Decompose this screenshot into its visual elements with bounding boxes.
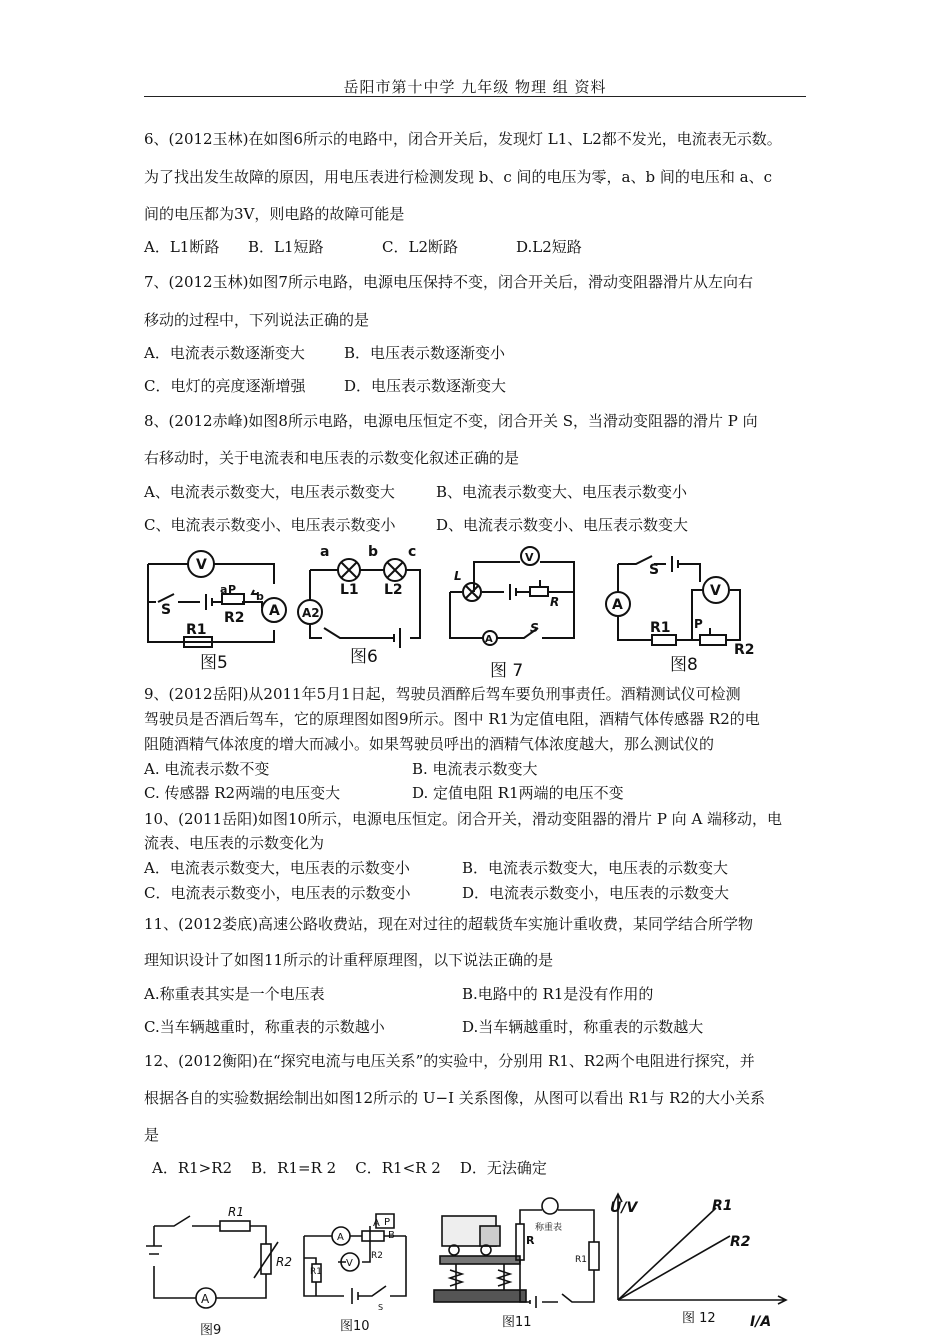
q11-line2: 理知识设计了如图11所示的计重秤原理图，以下说法正确的是	[144, 951, 554, 969]
q7-option-c: C．电灯的亮度逐渐增强	[144, 377, 306, 395]
weight-meter-label: 称重表	[535, 1223, 563, 1233]
figure-10-circuit	[304, 1214, 406, 1304]
figure-9-circuit	[146, 1216, 278, 1308]
q10-option-a: A．电流表示数变大，电压表的示数变小	[144, 859, 410, 877]
q11-option-d: D.当车辆越重时，称重表的示数越大	[462, 1018, 704, 1036]
q7-line1: 7、(2012玉林)如图7所示电路，电源电压保持不变，闭合开关后，滑动变阻器滑片从左向右	[144, 273, 753, 291]
svg-text:c: c	[408, 544, 417, 560]
q9-option-a: A. 电流表示数不变	[144, 760, 270, 778]
svg-text:R2: R2	[371, 1251, 383, 1261]
svg-text:L: L	[454, 569, 462, 583]
svg-text:a: a	[220, 583, 228, 596]
svg-text:P: P	[228, 583, 237, 596]
svg-text:R2: R2	[276, 1255, 292, 1269]
svg-text:b: b	[368, 544, 379, 560]
svg-text:A: A	[485, 634, 493, 645]
figure-8-circuit	[606, 556, 740, 645]
q9-line1: 9、(2012岳阳)从2011年5月1日起，驾驶员酒醉后驾车要负刑事责任。酒精测试仪可检测	[144, 685, 741, 703]
q10-option-c: C．电流表示数变小，电压表的示数变小	[144, 884, 411, 902]
q8-line2: 右移动时，关于电流表和电压表的示数变化叙述正确的是	[144, 449, 520, 467]
q12-line2: 根据各自的实验数据绘制出如图12所示的 U−I 关系图像，从图可以看出 R1与 R2的大小关系	[144, 1089, 765, 1107]
q12-line3: 是	[144, 1126, 160, 1144]
q7-option-b: B．电压表示数逐渐变小	[344, 344, 506, 362]
q9-option-d: D. 定值电阻 R1两端的电压不变	[412, 784, 624, 802]
q7-options-ab	[144, 342, 505, 363]
svg-text:R1: R1	[575, 1255, 587, 1265]
svg-text:A: A	[337, 1232, 344, 1243]
q6-line3: 间的电压都为3V，则电路的故障可能是	[144, 205, 405, 223]
header-rule	[144, 96, 806, 97]
figure-6-circuit	[298, 559, 420, 648]
q10-options-cd	[144, 882, 729, 903]
q10-option-b: B．电流表示数变大，电压表的示数变大	[462, 859, 729, 877]
q6-option-a: A．L1断路	[144, 238, 220, 256]
svg-text:R1: R1	[228, 1205, 244, 1219]
q8-options-ab	[144, 481, 687, 502]
q11-option-b: B.电路中的 R1是没有作用的	[462, 985, 654, 1003]
q6-line2: 为了找出发生故障的原因，用电压表进行检测发现 b、c 间的电压为零，a、b 间的电压和 a、c	[144, 168, 772, 186]
q7-option-d: D．电压表示数逐渐变大	[344, 377, 507, 395]
q11-option-c: C.当车辆越重时，称重表的示数越小	[144, 1018, 385, 1036]
r1-line	[618, 1208, 716, 1300]
q12-line1: 12、(2012衡阳)在“探究电流与电压关系”的实验中，分别用 R1、R2两个电阻进行探究，并	[144, 1052, 755, 1070]
svg-text:R1: R1	[650, 620, 671, 636]
q10-option-d: D．电流表示数变小，电压表的示数变大	[462, 884, 730, 902]
figures-row-2	[144, 1186, 806, 1338]
figure-9-label: 图9	[200, 1323, 222, 1338]
q9-options-cd	[144, 782, 624, 803]
figure-12-graph	[614, 1194, 786, 1304]
q10-line2: 流表、电压表的示数变化为	[144, 834, 325, 852]
q6-option-b: B．L1短路	[248, 238, 324, 256]
q11-options-ab	[144, 983, 653, 1004]
figure-5-label: 图5	[200, 653, 228, 673]
svg-text:L1: L1	[340, 582, 359, 598]
q8-options-cd	[144, 514, 688, 535]
svg-text:S: S	[649, 562, 660, 578]
q8-option-c: C、电流表示数变小、电压表示数变小	[144, 516, 396, 534]
q12-options: A．R1>R2 B．R1=R 2 C．R1<R 2 D．无法确定	[152, 1159, 547, 1177]
svg-text:S: S	[161, 602, 172, 618]
r2-line	[618, 1236, 730, 1300]
q9-line3: 阻随酒精气体浓度的增大而减小。如果驾驶员呼出的酒精气体浓度越大，那么测试仪的	[144, 735, 715, 753]
svg-text:V: V	[710, 583, 721, 599]
y-axis-label: U/V	[610, 1200, 638, 1216]
q9-option-c: C. 传感器 R2两端的电压变大	[144, 784, 341, 802]
q8-line1: 8、(2012赤峰)如图8所示电路，电源电压恒定不变，闭合开关 S，当滑动变阻器的滑片 P 向	[144, 412, 758, 430]
q9-option-b: B. 电流表示数变大	[412, 760, 538, 778]
q6-option-c: C．L2断路	[382, 238, 458, 256]
svg-text:A: A	[373, 1218, 380, 1229]
q9-options-ab	[144, 758, 538, 779]
svg-text:P: P	[384, 1217, 391, 1228]
q8-option-a: A、电流表示数变大，电压表示数变大	[144, 483, 395, 501]
q10-line1: 10、(2011岳阳)如图10所示，电源电压恒定。闭合开关，滑动变阻器的滑片 P 向 A 端移动，电	[144, 810, 783, 828]
svg-text:R2: R2	[734, 642, 755, 658]
svg-text:V: V	[525, 551, 534, 564]
x-axis-label: I/A	[750, 1314, 772, 1330]
q8-option-d: D、电流表示数变小、电压表示数变大	[436, 516, 689, 534]
figure-11-circuit	[434, 1198, 599, 1308]
svg-text:P: P	[694, 617, 703, 631]
figures-row-1	[144, 542, 806, 682]
svg-text:R1: R1	[186, 622, 207, 638]
figure-10-label: 图10	[340, 1319, 370, 1334]
page-header: 岳阳市第十中学 九年级 物理 组 资料	[343, 78, 607, 96]
r1-label: R1	[712, 1198, 733, 1214]
svg-text:S: S	[378, 1303, 384, 1312]
q11-line1: 11、(2012娄底)高速公路收费站，现在对过往的超载货车实施计重收费，某同学结合所学物	[144, 915, 753, 933]
svg-text:A: A	[612, 597, 623, 613]
svg-text:A2: A2	[302, 606, 320, 620]
r2-label: R2	[730, 1234, 751, 1250]
q6-option-d: D.L2短路	[516, 238, 582, 256]
svg-text:R2: R2	[224, 610, 245, 626]
q11-option-a: A.称重表其实是一个电压表	[144, 985, 325, 1003]
q7-options-cd	[144, 375, 506, 396]
svg-text:R: R	[526, 1234, 535, 1247]
svg-text:S: S	[530, 621, 539, 635]
q6-options	[144, 236, 582, 257]
figure-11-label: 图11	[502, 1315, 532, 1330]
svg-text:A: A	[269, 603, 280, 619]
figure-7-label: 图 7	[490, 661, 524, 681]
q6-line1: 6、(2012玉林)在如图6所示的电路中，闭合开关后，发现灯 L1、L2都不发光，电流表无示数。	[144, 130, 782, 148]
svg-text:b: b	[256, 590, 264, 603]
q11-options-cd	[144, 1016, 703, 1037]
q10-options-ab	[144, 857, 728, 878]
q9-line2: 驾驶员是否酒后驾车，它的原理图如图9所示。图中 R1为定值电阻，酒精气体传感器 R2的电	[144, 710, 760, 728]
svg-text:B: B	[388, 1230, 395, 1241]
svg-text:A: A	[201, 1292, 210, 1306]
svg-text:R: R	[550, 595, 560, 609]
svg-text:R1: R1	[310, 1267, 322, 1277]
svg-text:V: V	[196, 557, 207, 573]
figure-12-label: 图 12	[682, 1311, 716, 1326]
q7-line2: 移动的过程中，下列说法正确的是	[144, 311, 370, 329]
svg-text:L2: L2	[384, 582, 403, 598]
svg-text:V: V	[346, 1258, 353, 1269]
figure-5-circuit	[148, 551, 286, 647]
q8-option-b: B、电流表示数变大、电压表示数变小	[436, 483, 688, 501]
svg-text:a: a	[320, 544, 330, 560]
figure-6-label: 图6	[350, 647, 378, 667]
q7-option-a: A．电流表示数逐渐变大	[144, 344, 305, 362]
figure-8-label: 图8	[670, 655, 698, 675]
